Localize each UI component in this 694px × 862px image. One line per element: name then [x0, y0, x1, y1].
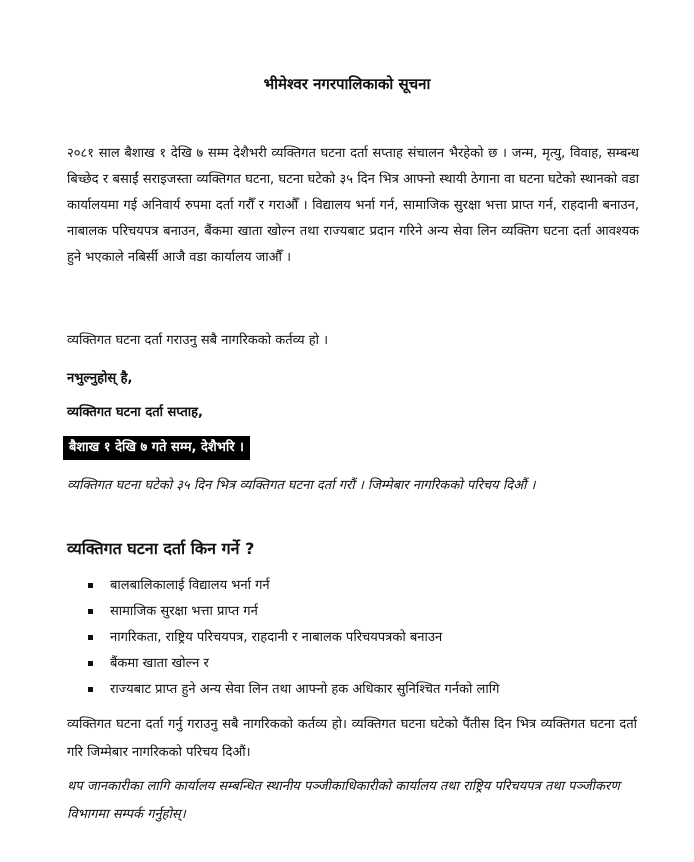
list-item [88, 651, 499, 677]
reasons-list [88, 573, 499, 703]
reason-text: सामाजिक सुरक्षा भत्ता प्राप्त गर्न [110, 604, 258, 619]
notice-title: भीमेश्वर नगरपालिकाको सूचना [263, 75, 431, 93]
reason-text: बैंकमा खाता खोल्न र [110, 656, 209, 671]
duty-line: व्यक्तिगत घटना दर्ता गराउनु सबै नागरिकको कर्तव्य हो । [67, 333, 329, 348]
square-bullet-icon [88, 609, 93, 614]
why-heading: व्यक्तिगत घटना दर्ता किन गर्ने ? [67, 539, 255, 558]
list-item [88, 599, 499, 625]
reason-text: बालबालिकालाई विद्यालय भर्ना गर्न [110, 578, 270, 593]
reason-text: राज्यबाट प्राप्त हुने अन्य सेवा लिन तथा आफ्नो हक अधिकार सुनिश्चित गर्नको लागि [110, 682, 500, 697]
contact-note: थप जानकारीका लागि कार्यालय सम्बन्धित स्थानीय पञ्जीकाधिकारीको कार्यालय तथा राष्ट्रिय परिचयपत्र तथा पञ्जीकरण विभागमा सम्पर्क गर्नुहोस्। [67, 779, 620, 822]
square-bullet-icon [88, 583, 93, 588]
list-item [88, 573, 499, 599]
date-highlight-banner: बैशाख १ देखि ७ गते सम्म, देशैभरि । [63, 436, 250, 460]
closing-paragraph: व्यक्तिगत घटना दर्ता गर्नु गराउनु सबै नागरिकको कर्तव्य हो। व्यक्तिगत घटना घटेको पैंतीस दिन भित्र व्यक्तिगत घटना दर्ता गरि जिम्मेबार नागरिकको परिचय दिऔं। [67, 717, 637, 760]
week-line: व्यक्तिगत घटना दर्ता सप्ताह, [67, 405, 203, 420]
reason-text: नागरिकता, राष्ट्रिय परिचयपत्र, राहदानी र नाबालक परिचयपत्रको बनाउन [110, 630, 443, 645]
square-bullet-icon [88, 661, 93, 666]
square-bullet-icon [88, 687, 93, 692]
list-item [88, 625, 499, 651]
intro-paragraph: २०८१ साल बैशाख १ देखि ७ सम्म देशैभरी व्यक्तिगत घटना दर्ता सप्ताह संचालन भैरहेको छ । जन्म, मृत्यु, विवाह, सम्बन्ध बिच्छेद र बसाईं सराइजस्ता व्यक्तिगत घटना, घटना घटेको ३५ दिन भित्र आफ्नो स्थायी ठेगाना वा घटना घटेको स्थानको वडा कार्यालयमा गई अनिवार्य रुपमा दर्ता गरौँ र गराऔँ । विद्यालय भर्ना गर्न, सामाजिक सुरक्षा भत्ता प्राप्त गर्न, राहदानी बनाउन, नाबालक परिचयपत्र बनाउन, बैंकमा खाता खोल्न तथा राज्यबाट प्रदान गरिने अन्य सेवा लिन व्यक्तिग घटना दर्ता आवश्यक हुने भएकाले नबिर्सी आजै वडा कार्यालय जाऔँ । [67, 146, 639, 265]
remember-line: नभुल्नुहोस् है, [67, 371, 133, 386]
square-bullet-icon [88, 635, 93, 640]
list-item [88, 677, 499, 703]
italic-note: व्यक्तिगत घटना घटेको ३५ दिन भित्र व्यक्तिगत घटना दर्ता गरौं । जिम्मेबार नागरिकको परिचय दिऔं । [67, 478, 536, 493]
